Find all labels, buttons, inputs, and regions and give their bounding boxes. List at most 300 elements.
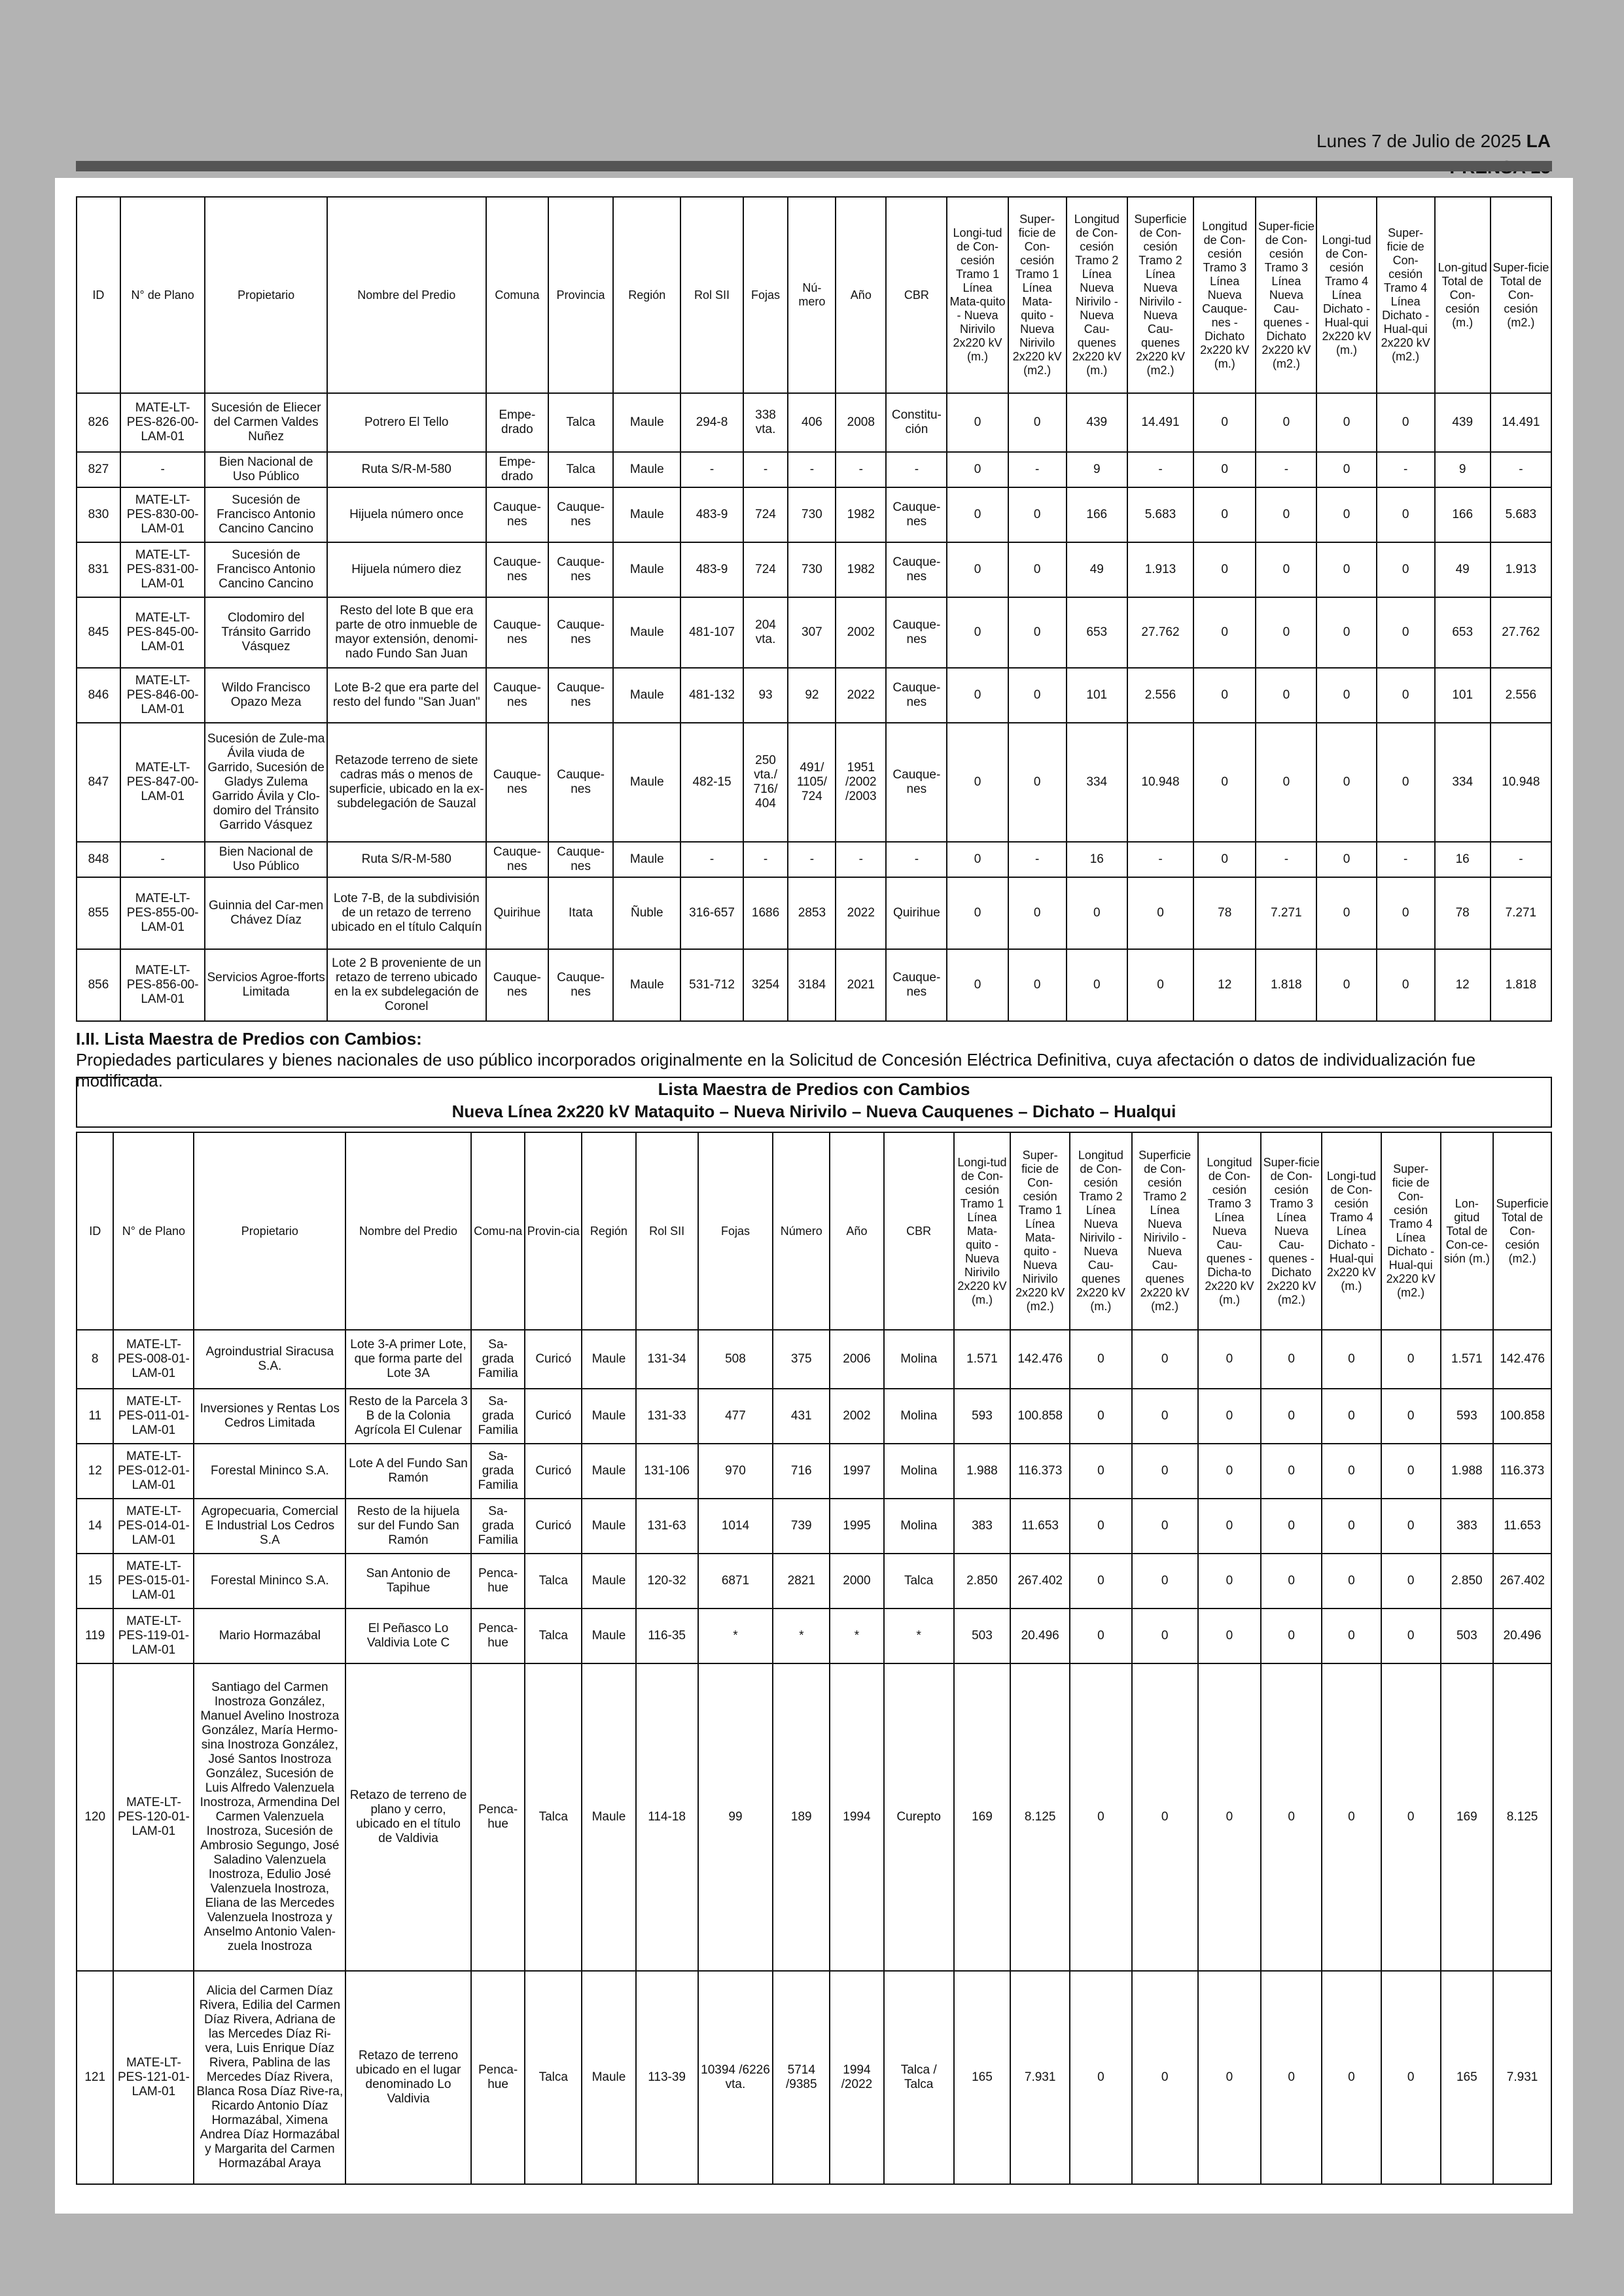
table1-cell: 101 [1435,668,1491,723]
table1-row [77,877,1551,949]
table1-cell: 847 [77,723,120,842]
table1-cell: Itata [548,877,613,949]
table2-cell: 1.571 [954,1330,1011,1389]
table1-cell: 0 [1127,877,1193,949]
table1-cell: 0 [1316,668,1376,723]
table2-cell: 5714 /9385 [773,1971,830,2184]
list-title: Lista Maestra de Predios con Cambios [658,1079,970,1099]
table1-cell: - [680,842,743,877]
table1-row [77,723,1551,842]
table2-cell: 189 [773,1663,830,1971]
table1-cell: - [1491,842,1551,877]
table2-cell: 121 [77,1971,113,2184]
table1-cell: 483-9 [680,487,743,542]
table1-cell: 1686 [743,877,788,949]
table2-cell: 0 [1381,1609,1441,1663]
table1-cell: Ruta S/R-M-580 [327,452,486,487]
table1-cell: Cauque-nes [486,542,548,597]
table1-cell: Maule [613,668,680,723]
table2-cell: 593 [1441,1389,1494,1444]
table1-cell: 334 [1067,723,1127,842]
table1-cell: 830 [77,487,120,542]
table1-cell: Empe-drado [486,393,548,452]
table1-cell: Wildo Francisco Opazo Meza [205,668,327,723]
section-description: Propiedades particulares y bienes nacionales de uso público incorporados originalmente en la Solicitud de Concesión Eléctrica Definitiva, cuya afectación o datos de individualización fue modificada. [76,1050,1476,1090]
table1-cell: MATE-LT-PES-855-00-LAM-01 [120,877,205,949]
table1-cell: 92 [788,668,836,723]
table1-cell: 0 [947,842,1008,877]
table2-cell: Talca [525,1609,582,1663]
table2-cell: 116.373 [1493,1444,1551,1499]
table2-cell: 119 [77,1609,113,1663]
table2-cell: Molina [884,1444,954,1499]
table1-cell: 0 [1316,487,1376,542]
table2-header: Nombre del Predio [345,1132,471,1330]
table2-cell: MATE-LT-PES-008-01-LAM-01 [113,1330,194,1389]
header-rule [76,161,1552,171]
table1-cell: 9 [1435,452,1491,487]
table2-cell: 165 [1441,1971,1494,2184]
table2-cell: Forestal Mininco S.A. [194,1554,345,1609]
table2-header: Fojas [698,1132,773,1330]
table1-cell: Maule [613,949,680,1021]
table1-cell: 12 [1435,949,1491,1021]
table2-cell: Resto de la Parcela 3 B de la Colonia Agrícola El Culenar [345,1389,471,1444]
table1-header: Super-ficie de Con-cesión Tramo 1 Línea Mata-quito - Nueva Nirivilo 2x220 kV (m2.) [1008,197,1067,393]
table2-cell: Maule [582,1554,636,1609]
table1-cell: - [680,452,743,487]
table2-row [77,1663,1551,1971]
table2-cell: Penca-hue [471,1663,525,1971]
table2-cell: 1.988 [954,1444,1011,1499]
table1-cell: 14.491 [1491,393,1551,452]
table1-cell: 0 [1067,949,1127,1021]
table2-cell: Inversiones y Rentas Los Cedros Limitada [194,1389,345,1444]
table1-cell: Bien Nacional de Uso Público [205,452,327,487]
table1-cell: 101 [1067,668,1127,723]
table2-cell: MATE-LT-PES-121-01-LAM-01 [113,1971,194,2184]
table1-cell: - [1008,842,1067,877]
table1-cell: 653 [1067,597,1127,668]
table1-cell: Maule [613,452,680,487]
table1-cell: Sucesión de Zule-ma Ávila viuda de Garrido, Sucesión de Gladys Zulema Garrido Ávila y Clo-domiro del Tránsito Garrido Vásquez [205,723,327,842]
table1-cell: 0 [1193,597,1256,668]
table1-cell: MATE-LT-PES-831-00-LAM-01 [120,542,205,597]
table2-header: Provin-cia [525,1132,582,1330]
table2-cell: 113-39 [636,1971,698,2184]
table1-cell: - [743,452,788,487]
table2-cell: 0 [1381,1444,1441,1499]
table2-cell: 0 [1198,1971,1262,2184]
table2-cell: 477 [698,1389,773,1444]
table1-cell: 0 [1127,949,1193,1021]
table1-cell: Cauque-nes [886,668,947,723]
table1-cell: 0 [1377,723,1435,842]
table1-header: Longi-tud de Con-cesión Tramo 1 Línea Mata-quito - Nueva Nirivilo 2x220 kV (m.) [947,197,1008,393]
table2-cell: 8.125 [1010,1663,1070,1971]
table2-cell: 0 [1198,1499,1262,1554]
table2-cell: 0 [1261,1663,1322,1971]
table2-cell: 0 [1261,1330,1322,1389]
table2-cell: * [830,1609,884,1663]
table2-cell: Curicó [525,1499,582,1554]
table2-cell: 169 [1441,1663,1494,1971]
table2-cell: 267.402 [1010,1554,1070,1609]
table1-cell: 3254 [743,949,788,1021]
table1-header: Nú-mero [788,197,836,393]
table1-cell: Guinnia del Car-men Chávez Díaz [205,877,327,949]
table1-cell: Cauque-nes [548,723,613,842]
table2-cell: 7.931 [1493,1971,1551,2184]
table2-cell: 0 [1381,1554,1441,1609]
table1-cell: 827 [77,452,120,487]
table1-cell: 2.556 [1127,668,1193,723]
table1-cell: 2021 [836,949,886,1021]
table2-cell: 0 [1381,1499,1441,1554]
table2-cell: Resto de la hijuela sur del Fundo San Ramón [345,1499,471,1554]
table2-cell: MATE-LT-PES-119-01-LAM-01 [113,1609,194,1663]
table1-cell: Potrero El Tello [327,393,486,452]
table1-cell: 0 [947,668,1008,723]
table2-cell: 100.858 [1493,1389,1551,1444]
table2-cell: 15 [77,1554,113,1609]
table2-cell: Molina [884,1389,954,1444]
table1-cell: Cauque-nes [886,597,947,668]
table2-cell: 0 [1070,1499,1132,1554]
table2-header: Región [582,1132,636,1330]
table2-header: Longitud de Con-cesión Tramo 2 Línea Nueva Nirivilo - Nueva Cau-quenes 2x220 kV (m.) [1070,1132,1132,1330]
table1-cell: Servicios Agroe-fforts Limitada [205,949,327,1021]
table1-cell: 439 [1435,393,1491,452]
table1-header: Super-ficie de Con-cesión Tramo 4 Línea Dichato - Hual-qui 2x220 kV (m2.) [1377,197,1435,393]
table1-cell: 316-657 [680,877,743,949]
table1-cell: 0 [1316,949,1376,1021]
table1-cell: Talca [548,452,613,487]
table1-cell: Cauque-nes [886,542,947,597]
table2-cell: Retazo de terreno ubicado en el lugar denominado Lo Valdivia [345,1971,471,2184]
table2-header: Superficie de Con-cesión Tramo 2 Línea Nueva Nirivilo - Nueva Cau-quenes 2x220 kV (m2.) [1132,1132,1198,1330]
table1-cell: Maule [613,723,680,842]
table2-cell: 716 [773,1444,830,1499]
table2-cell: Sa-grada Familia [471,1330,525,1389]
table2-cell: 2002 [830,1389,884,1444]
table1-cell: 166 [1067,487,1127,542]
table1-cell: Cauque-nes [486,842,548,877]
table2-cell: 8.125 [1493,1663,1551,1971]
table2-cell: 1014 [698,1499,773,1554]
table1-cell: 730 [788,542,836,597]
table1-header: Rol SII [680,197,743,393]
table1-cell: - [1127,452,1193,487]
table-predios [76,196,1552,1022]
table2-cell: 1995 [830,1499,884,1554]
table2-header-row [77,1132,1551,1330]
table1-header: N° de Plano [120,197,205,393]
table1-cell: 730 [788,487,836,542]
table1-header: Provincia [548,197,613,393]
table2-cell: 131-63 [636,1499,698,1554]
table1-cell: 1.913 [1127,542,1193,597]
table1-cell: Resto del lote B que era parte de otro inmueble de mayor extensión, denomi-nado Fundo San Juan [327,597,486,668]
table1-cell: 2.556 [1491,668,1551,723]
table2-cell: 0 [1261,1389,1322,1444]
table1-cell: 0 [947,877,1008,949]
table2-cell: 0 [1070,1444,1132,1499]
table2-cell: 1.571 [1441,1330,1494,1389]
table1-cell: Bien Nacional de Uso Público [205,842,327,877]
table2-cell: 383 [1441,1499,1494,1554]
table2-cell: 142.476 [1010,1330,1070,1389]
table2-cell: 0 [1261,1444,1322,1499]
table1-cell: 0 [1193,393,1256,452]
table1-cell: 334 [1435,723,1491,842]
table1-row [77,393,1551,452]
table2-cell: 131-34 [636,1330,698,1389]
table1-row [77,487,1551,542]
table1-cell: Ñuble [613,877,680,949]
table1-cell: 5.683 [1127,487,1193,542]
table2-cell: 0 [1322,1389,1381,1444]
table2-cell: Curicó [525,1444,582,1499]
table1-cell: Cauque-nes [548,597,613,668]
table1-header-row [77,197,1551,393]
table2-header: Número [773,1132,830,1330]
table1-cell: Cauque-nes [886,487,947,542]
table2-cell: Maule [582,1663,636,1971]
table2-cell: 0 [1322,1971,1381,2184]
table1-cell: 491/ 1105/ 724 [788,723,836,842]
section-title: I.II. Lista Maestra de Predios con Cambios: [76,1029,422,1049]
table1-cell: MATE-LT-PES-846-00-LAM-01 [120,668,205,723]
table2-header: Comu-na [471,1132,525,1330]
table2-cell: 120-32 [636,1554,698,1609]
table2-cell: 0 [1381,1389,1441,1444]
table2-cell: Talca [525,1971,582,2184]
table2-cell: 0 [1132,1444,1198,1499]
table1-cell: 16 [1435,842,1491,877]
table2-cell: Curepto [884,1663,954,1971]
table2-cell: Maule [582,1330,636,1389]
table2-header: Longitud de Con-cesión Tramo 3 Línea Nueva Cau-quenes - Dicha-to 2x220 kV (m.) [1198,1132,1262,1330]
table2-cell: 0 [1132,1330,1198,1389]
table2-header: Super-ficie de Con-cesión Tramo 4 Línea Dichato - Hual-qui 2x220 kV (m2.) [1381,1132,1441,1330]
table2-cell: Talca [525,1554,582,1609]
table1-cell: Cauque-nes [886,949,947,1021]
table1-cell: Cauque-nes [486,668,548,723]
table1-cell: 2022 [836,877,886,949]
table2-cell: 116.373 [1010,1444,1070,1499]
table2-cell: 0 [1070,1330,1132,1389]
table1-cell: 294-8 [680,393,743,452]
table1-cell: 0 [1256,723,1316,842]
table2-cell: 120 [77,1663,113,1971]
table2-cell: Maule [582,1971,636,2184]
table1-header: Año [836,197,886,393]
table1-cell: 10.948 [1491,723,1551,842]
table2-cell: 0 [1070,1554,1132,1609]
table1-cell: 0 [1008,723,1067,842]
table1-cell: - [120,452,205,487]
table2-header: Año [830,1132,884,1330]
table1-cell: 0 [1256,487,1316,542]
table1-cell: Cauque-nes [486,487,548,542]
table2-cell: 2000 [830,1554,884,1609]
table2-cell: 6871 [698,1554,773,1609]
table2-row [77,1330,1551,1389]
table1-cell: 0 [1377,877,1435,949]
table1-cell: 0 [947,487,1008,542]
table1-cell: 0 [1193,668,1256,723]
table1-cell: Maule [613,597,680,668]
table2-header: Propietario [194,1132,345,1330]
table1-cell: 0 [947,393,1008,452]
table1-cell: MATE-LT-PES-845-00-LAM-01 [120,597,205,668]
table1-cell: 3184 [788,949,836,1021]
table1-cell: 1.913 [1491,542,1551,597]
table2-cell: 131-33 [636,1389,698,1444]
table1-cell: 0 [947,723,1008,842]
table1-header: Fojas [743,197,788,393]
page-sheet [55,178,1573,2214]
table1-cell: 2022 [836,668,886,723]
table2-cell: 508 [698,1330,773,1389]
table2-header: N° de Plano [113,1132,194,1330]
table2-row [77,1609,1551,1663]
table2-cell: 0 [1381,1663,1441,1971]
table1-cell: Cauque-nes [886,723,947,842]
table2-cell: Maule [582,1609,636,1663]
table2-cell: 7.931 [1010,1971,1070,2184]
list-subtitle: Nueva Línea 2x220 kV Mataquito – Nueva Nirivilo – Nueva Cauquenes – Dichato – Hualqui [451,1102,1176,1121]
table1-cell: 16 [1067,842,1127,877]
table1-cell: 0 [947,542,1008,597]
table1-header: Longitud de Con-cesión Tramo 3 Línea Nueva Cauque-nes - Dichato 2x220 kV (m.) [1193,197,1256,393]
table1-cell: - [788,842,836,877]
table1-cell: Maule [613,842,680,877]
table1-row [77,542,1551,597]
table2-cell: Sa-grada Familia [471,1444,525,1499]
table1-cell: 250 vta./ 716/ 404 [743,723,788,842]
table1-header: ID [77,197,120,393]
table1-cell: 439 [1067,393,1127,452]
table2-cell: Forestal Mininco S.A. [194,1444,345,1499]
table1-cell: - [1008,452,1067,487]
table2-cell: 0 [1132,1663,1198,1971]
table1-cell: 338 vta. [743,393,788,452]
table2-cell: 0 [1261,1499,1322,1554]
table1-cell: - [1491,452,1551,487]
table2-cell: 0 [1322,1444,1381,1499]
table2-header: Lon-gitud Total de Con-ce-sión (m.) [1441,1132,1494,1330]
table2-cell: Talca [525,1663,582,1971]
table1-cell: - [836,452,886,487]
table2-header: Super-ficie de Con-cesión Tramo 1 Línea Mata-quito - Nueva Nirivilo 2x220 kV (m2.) [1010,1132,1070,1330]
table2-cell: Molina [884,1330,954,1389]
table1-cell: 0 [1008,668,1067,723]
table1-cell: Cauque-nes [548,949,613,1021]
table1-cell: 93 [743,668,788,723]
table2-cell: 739 [773,1499,830,1554]
table1-row [77,452,1551,487]
table1-cell: 848 [77,842,120,877]
table2-cell: * [773,1609,830,1663]
table2-cell: Lote A del Fundo San Ramón [345,1444,471,1499]
table1-cell: 78 [1435,877,1491,949]
table1-cell: Cauque-nes [548,542,613,597]
table1-cell: Talca [548,393,613,452]
table1-cell: Hijuela número diez [327,542,486,597]
table1-cell: 0 [1316,842,1376,877]
table1-cell: 531-712 [680,949,743,1021]
table2-header: Longi-tud de Con-cesión Tramo 4 Línea Dichato - Hual-qui 2x220 kV (m.) [1322,1132,1381,1330]
table1-cell: 0 [1067,877,1127,949]
header-publication: LA [1526,131,1551,151]
table1-cell: 1951 /2002 /2003 [836,723,886,842]
table2-cell: 0 [1381,1971,1441,2184]
table1-cell: 481-132 [680,668,743,723]
table1-cell: 166 [1435,487,1491,542]
table2-cell: 131-106 [636,1444,698,1499]
table2-cell: 0 [1070,1663,1132,1971]
table1-cell: 0 [1377,393,1435,452]
table2-cell: Sa-grada Familia [471,1389,525,1444]
table1-header: Super-ficie Total de Con-cesión (m2.) [1491,197,1551,393]
table1-cell: 2853 [788,877,836,949]
table2-cell: 0 [1198,1609,1262,1663]
table1-cell: 0 [1377,597,1435,668]
table1-header: Longi-tud de Con-cesión Tramo 4 Línea Dichato - Hual-qui 2x220 kV (m.) [1316,197,1376,393]
table1-cell: 204 vta. [743,597,788,668]
table2-cell: MATE-LT-PES-120-01-LAM-01 [113,1663,194,1971]
table2-header: ID [77,1132,113,1330]
table1-cell: Retazode terreno de siete cadras más o menos de superficie, ubicado en la ex-subdelegación de Sauzal [327,723,486,842]
list-title-box [76,1077,1552,1128]
table1-cell: Empe-drado [486,452,548,487]
table2-row [77,1499,1551,1554]
table2-cell: Maule [582,1389,636,1444]
table1-row [77,949,1551,1021]
table2-cell: El Peñasco Lo Valdivia Lote C [345,1609,471,1663]
table2-cell: 593 [954,1389,1011,1444]
table2-cell: MATE-LT-PES-015-01-LAM-01 [113,1554,194,1609]
table1-cell: 826 [77,393,120,452]
page-header [1276,128,1551,181]
table1-cell: 0 [1316,452,1376,487]
table2-header: CBR [884,1132,954,1330]
table1-cell: Maule [613,542,680,597]
table1-cell: 0 [1008,877,1067,949]
table1-cell: MATE-LT-PES-847-00-LAM-01 [120,723,205,842]
table2-cell: Curicó [525,1330,582,1389]
table2-cell: 11.653 [1493,1499,1551,1554]
table1-cell: Lote 7-B, de la subdivisión de un retazo de terreno ubicado en el título Calquín [327,877,486,949]
table2-cell: 383 [954,1499,1011,1554]
table1-cell: Clodomiro del Tránsito Garrido Vásquez [205,597,327,668]
table2-cell: 0 [1322,1330,1381,1389]
table2-cell: Penca-hue [471,1971,525,2184]
table1-cell: 0 [1377,949,1435,1021]
table1-cell: Quirihue [886,877,947,949]
table1-cell: MATE-LT-PES-826-00-LAM-01 [120,393,205,452]
table2-cell: 14 [77,1499,113,1554]
table1-cell: 9 [1067,452,1127,487]
table1-cell: 12 [1193,949,1256,1021]
table1-cell: Cauque-nes [548,842,613,877]
table-predios-cambios [76,1132,1552,2185]
table2-cell: 267.402 [1493,1554,1551,1609]
table1-header: CBR [886,197,947,393]
table2-cell: 0 [1198,1663,1262,1971]
